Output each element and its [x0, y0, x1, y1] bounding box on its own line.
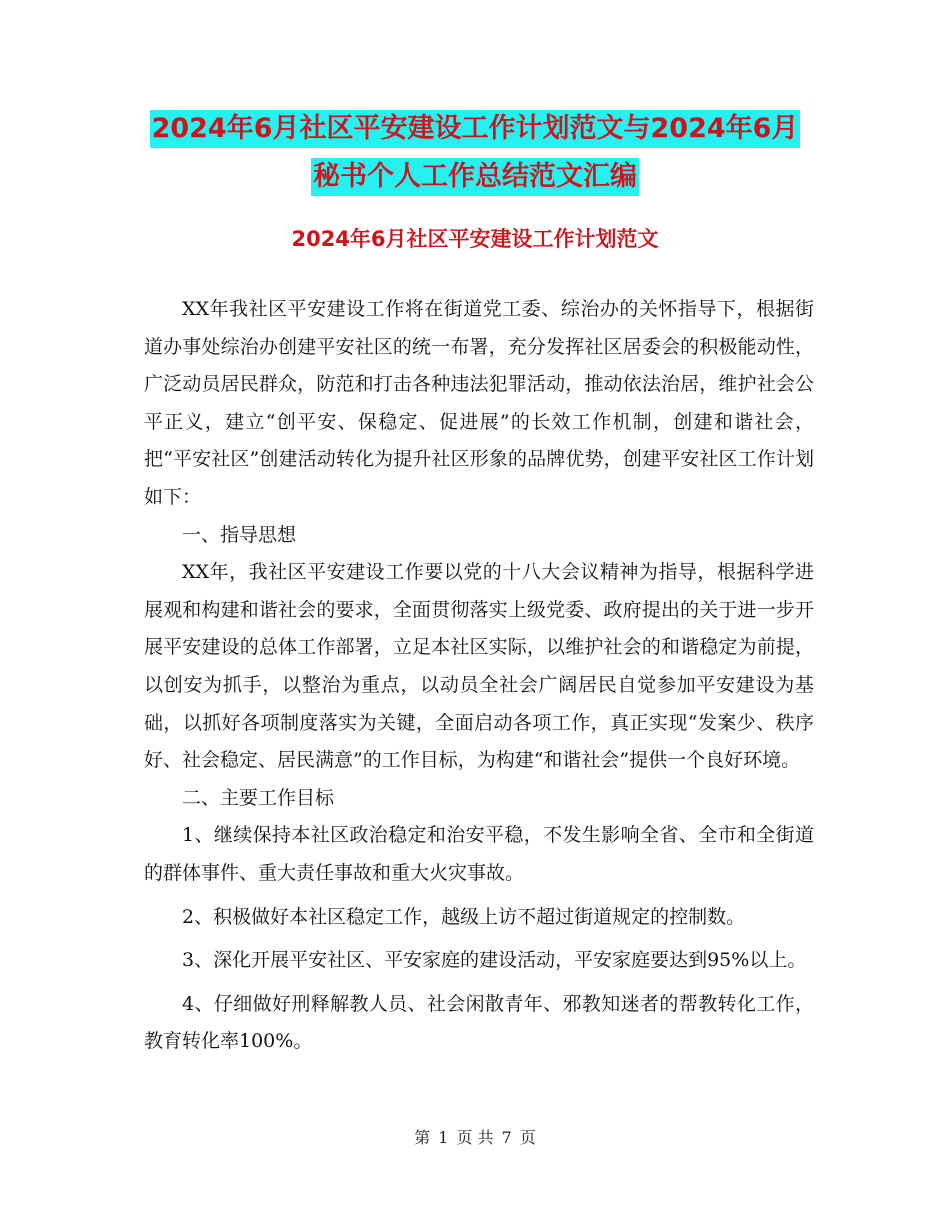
goal-item-1: 1、继续保持本社区政治稳定和治安平稳，不发生影响全省、全市和全街道的群体事件、重大责任事故和重大火灾事故。 [144, 824, 814, 884]
document-body [144, 291, 814, 1061]
heading-guiding-thought: 一、指导思想 [182, 523, 297, 546]
footer-page-number: 1 [438, 1128, 449, 1147]
page-footer [0, 1125, 950, 1148]
section-title: 2024年6月社区平安建设工作计划范文 [291, 227, 659, 251]
goal-item-4: 4、仔细做好刑释解教人员、社会闲散青年、邪教知迷者的帮教转化工作，教育转化率100%。 [144, 992, 814, 1053]
heading-main-goals: 二、主要工作目标 [182, 786, 335, 809]
title-line-1: 2024年6月社区平安建设工作计划范文与2024年6月 [150, 110, 801, 148]
document-title [0, 110, 950, 206]
footer-middle: 页 共 [456, 1128, 494, 1147]
paragraph-intro: XX年我社区平安建设工作将在街道党工委、综治办的关怀指导下，根据街道办事处综治办创建平安社区的统一布署，充分发挥社区居委会的积极能动性，广泛动员居民群众，防范和打击各种违法犯罪活动，推动依法治居，维护社会公平正义，建立“创平安、保稳定、促进展”的长效工作机制，创建和谐社会，把“平安社区”创建活动转化为提升社区形象的品牌优势，创建平安社区工作计划如下： [144, 298, 814, 508]
goal-item-3: 3、深化开展平安社区、平安家庭的建设活动，平安家庭要达到95%以上。 [182, 949, 807, 972]
title-line-2: 秘书个人工作总结范文汇编 [311, 158, 639, 196]
footer-prefix: 第 [414, 1128, 431, 1147]
footer-total-pages: 7 [501, 1128, 512, 1147]
paragraph-guiding-thought: XX年，我社区平安建设工作要以党的十八大会议精神为指导，根据科学进展观和构建和谐社会的要求，全面贯彻落实上级党委、政府提出的关于进一步开展平安建设的总体工作部署，立足本社区实际，以维护社会的和谐稳定为前提，以创安为抓手，以整治为重点，以动员全社会广阔居民自觉参加平安建设为基础，以抓好各项制度落实为关键，全面启动各项工作，真正实现“发案少、秩序好、社会稳定、居民满意”的工作目标，为构建“和谐社会”提供一个良好环境。 [144, 561, 814, 772]
footer-suffix: 页 [519, 1128, 536, 1147]
goal-item-2: 2、积极做好本社区稳定工作，越级上访不超过街道规定的控制数。 [182, 905, 746, 928]
